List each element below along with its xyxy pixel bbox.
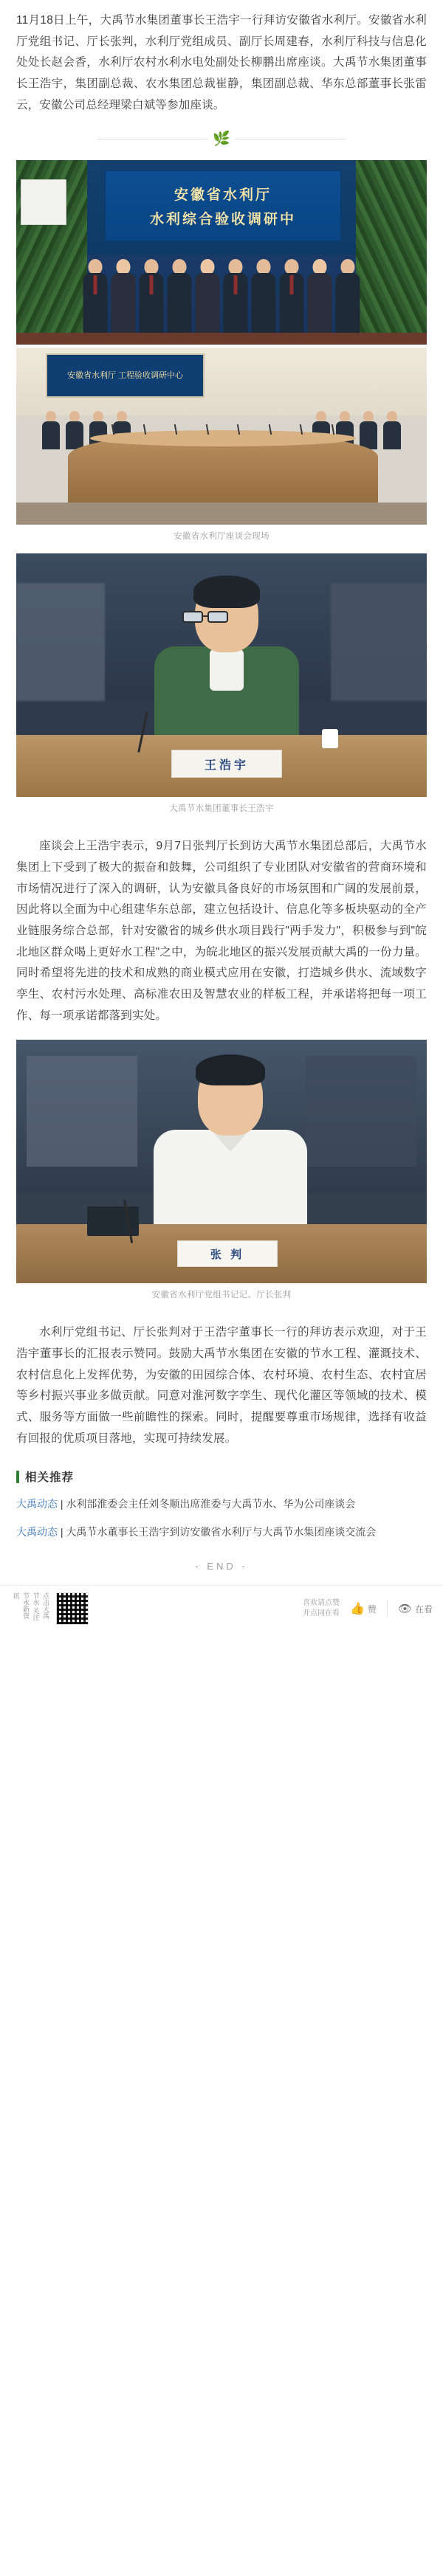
article-body-2 [0, 826, 443, 1026]
photo1-banner-line1: 安徽省水利厅 [174, 187, 272, 204]
photo2-floor [16, 503, 427, 525]
photo3-caption: 大禹节水集团董事长王浩宇 [169, 804, 274, 814]
footer-bar [0, 1585, 443, 1632]
photo2-microphones [97, 424, 348, 435]
share-button[interactable] [398, 1602, 433, 1615]
photo2-attendee [382, 411, 402, 449]
footer-vertical-text: 点击大禹节水 关注节水新资讯 [12, 1592, 49, 1621]
leaf-divider [0, 129, 443, 148]
accent-bar [16, 1471, 19, 1483]
end-mark: - END - [195, 1560, 248, 1572]
photo-zhang-pan [16, 1040, 427, 1283]
eye-icon: 👁 [397, 1603, 412, 1616]
photo1-person [110, 256, 137, 345]
photo2-attendee [41, 411, 61, 449]
photo1-person [306, 256, 333, 345]
article-body [0, 0, 443, 116]
photo1-person [194, 256, 221, 345]
share-label: 在看 [414, 1603, 433, 1615]
related-section [16, 1468, 427, 1541]
photo-conference-room [16, 348, 427, 525]
photo1-banner [105, 170, 341, 241]
photo1-person [166, 256, 193, 345]
thumbs-up-icon: 👍 [350, 1603, 365, 1616]
photo2-attendee [359, 411, 378, 449]
related-item-tag: 大禹动态 [16, 1525, 58, 1538]
article-body-3 [0, 1312, 443, 1449]
photo1-people-row [75, 234, 368, 345]
photo3-nameplate: 王浩宇 [171, 750, 282, 778]
figure-wang-haoyu [0, 553, 443, 814]
related-header [16, 1468, 427, 1485]
photo4-caption: 安徽省水利厅党组书记记、厅长张判 [151, 1291, 292, 1300]
photo3-person [153, 579, 301, 748]
figure-conference-room [0, 348, 443, 542]
photo4-nameplate: 张 判 [177, 1240, 278, 1267]
photo1-person [222, 256, 249, 345]
related-item-separator: | [60, 1498, 66, 1510]
photo1-person [250, 256, 277, 345]
paragraph-3: 水利厅党组书记、厅长张判对于王浩宇董事长一行的拜访表示欢迎，对于王浩宇董事长的汇报表示赞同。鼓励大禹节水集团在安徽的节水工程、灌溉技术、农村信息化上发挥优势，为安徽的田园综合体、农村环境、农村生态、农村宜居等乡村振兴事业多做贡献。同意对淮河数字孪生、现代化灌区等领域的技术、模式、服务等方面做一些前瞻性的探索。同时，提醒要尊重市场规律，选择有收益有回报的优质项目落地，实现可持续发展。 [16, 1326, 427, 1445]
photo4-panel-right [306, 1056, 416, 1167]
photo4-person [157, 1059, 304, 1236]
photo1-banner-line2: 水利综合验收调研中 [149, 212, 296, 228]
related-item-separator: | [60, 1525, 66, 1538]
related-item-text: 水利部淮委会主任刘冬顺出席淮委与大禹节水、华为公司座谈会 [66, 1498, 356, 1510]
related-title: 相关推荐 [25, 1471, 75, 1485]
photo1-side-board [21, 179, 66, 225]
photo2-caption: 安徽省水利厅座谈会现场 [174, 532, 269, 542]
related-item[interactable] [16, 1495, 427, 1513]
related-item-text: 大禹节水董事长王浩宇到访安徽省水利厅与大禹节水集团座谈交流会 [66, 1525, 377, 1538]
footer-like-hint-line2: 开点同在看 [303, 1609, 340, 1618]
like-label: 赞 [367, 1603, 377, 1615]
photo2-attendee [65, 411, 84, 449]
photo1-person [138, 256, 165, 345]
photo-group-photo [16, 160, 427, 345]
photo3-blur-left [16, 583, 105, 701]
footer-like-hint [303, 1598, 340, 1619]
paragraph-2: 座谈会上王浩宇表示，9月7日张判厅长到访大禹节水集团总部后，大禹节水集团上下受到了极大的振奋和鼓舞，公司组织了专业团队对安徽省的营商环境和市场情况进行了深入的调研，认为安徽具备良好的市场氛围和广阔的发展前景，因此将以全面为中心组建华东总部，建立包括设计、信息化等多板块驱动的全产业链服务综合总部，针对安徽省的城乡供水项目践行"两手发力"，积极参与到"皖北地区群众喝上更好水工程"之中，为皖北地区的振兴发展贡献大禹的一份力量。同时希望将先进的技术和成熟的商业模式应用在安徽，打造城乡供水、流域数字孪生、农村污水处理、高标准农田及智慧农业的样板工程，并承诺将把每一项工作、每一项承诺都落到实处。 [16, 840, 427, 1022]
photo1-floor [16, 333, 427, 345]
photo1-person [334, 256, 361, 345]
footer-divider [387, 1600, 388, 1617]
figure-zhang-pan [0, 1040, 443, 1300]
photo3-blur-right [331, 583, 427, 701]
footer-like-hint-line1: 喜欢请点赞 [303, 1599, 340, 1608]
like-button[interactable] [350, 1601, 377, 1616]
leaf-icon: 🌿 [213, 131, 230, 147]
photo1-person [82, 256, 109, 345]
paragraph-1: 11月18日上午，大禹节水集团董事长王浩宇一行拜访安徽省水利厅。安徽省水利厅党组书记、厅长张判，水利厅党组成员、副厅长周建春，水利厅科技与信息化处处长赵会香，水利厅农村水利水电处副处长柳鹏出席座谈。大禹节水集团董事长王浩宇，集团副总裁、农水集团总裁崔静，集团副总裁、华东总部董事长张雷云，安徽公司总经理梁白斌等参加座谈。 [16, 14, 427, 111]
figure-group-photo [0, 160, 443, 345]
photo1-person [278, 256, 305, 345]
footer-right [303, 1598, 433, 1619]
related-item[interactable] [16, 1523, 427, 1541]
photo3-cup [322, 729, 338, 748]
footer-left [10, 1592, 89, 1625]
photo4-panel-left [27, 1056, 137, 1167]
photo2-screen: 安徽省水利厅 工程验收调研中心 [46, 353, 205, 398]
photo-wang-haoyu [16, 553, 427, 797]
qr-code-icon[interactable] [56, 1592, 89, 1625]
related-item-tag: 大禹动态 [16, 1498, 58, 1510]
